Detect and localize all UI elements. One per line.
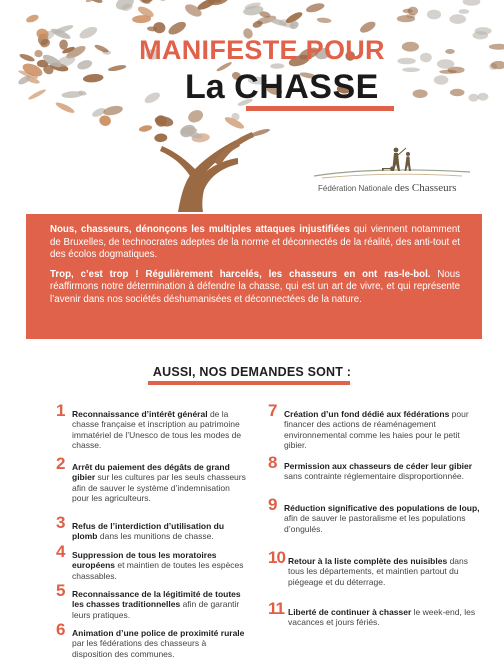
animal-silhouette — [138, 0, 151, 5]
intro-p2-text: Nous réaffirmons notre détermination à défendre la chasse, qui est un art de vivre, et qui représente l’avenir dans nos sociétés déshumanisées et déconnectées de la nature. — [50, 268, 460, 305]
demand-rest: pour financer des actions de réaménagement environnemental comme les haies pour le petit gibier. — [284, 409, 469, 451]
demand-rest: sur les cultures par les seuls chasseurs afin de sauver le système d’indemnisation pour les agriculteurs. — [72, 472, 246, 504]
animal-silhouette — [397, 15, 415, 22]
demand-item — [56, 620, 246, 659]
demand-number: 7 — [268, 401, 277, 420]
animal-silhouette — [143, 90, 162, 105]
animal-silhouette — [25, 13, 39, 24]
animal-silhouette — [186, 108, 205, 125]
animal-silhouette — [154, 133, 168, 142]
demand-item — [268, 548, 480, 587]
demands-title-underline — [148, 381, 350, 385]
demand-item — [56, 542, 246, 581]
demand-text — [268, 461, 480, 482]
title-la: La — [185, 68, 225, 106]
animal-silhouette — [445, 49, 455, 54]
demand-number: 9 — [268, 495, 277, 514]
demand-bold: Refus de l’interdiction d’utilisation du plomb — [72, 521, 225, 542]
demand-bold: Arrêt du paiement des dégâts de grand gibier — [72, 462, 230, 483]
animal-silhouette — [19, 52, 36, 63]
demand-bold: Reconnaissance d’intérêt général — [72, 409, 208, 419]
intro-paragraph-1 — [50, 224, 460, 262]
demand-number: 2 — [56, 454, 65, 473]
animal-silhouette — [27, 88, 46, 101]
animal-silhouette — [475, 27, 492, 35]
demand-bold: Retour à la liste complète des nuisibles — [288, 556, 448, 566]
animal-silhouette — [78, 25, 99, 41]
intro-paragraph-2 — [50, 269, 460, 307]
animal-silhouette — [154, 115, 174, 128]
demand-item — [56, 454, 246, 504]
header — [0, 0, 504, 212]
animal-silhouette — [434, 75, 449, 84]
animal-silhouette — [413, 89, 428, 98]
intro-p1-bold: Nous, chasseurs, dénonçons les multiples attaques injustifiées — [50, 224, 350, 235]
animal-silhouette — [437, 59, 454, 69]
demand-rest: dans les munitions de chasse. — [97, 531, 214, 542]
tree-branch — [160, 146, 196, 176]
demand-number: 8 — [268, 453, 277, 472]
animal-silhouette — [459, 9, 470, 14]
hunters-silhouette-icon — [312, 140, 472, 180]
demand-number: 3 — [56, 513, 65, 532]
intro-box — [26, 214, 482, 339]
demand-rest: afin de sauver le pastoralisme et les populations d’ongulés. — [284, 513, 466, 534]
demand-bold: Réduction significative des populations de loup, — [284, 503, 480, 513]
demand-number: 6 — [56, 620, 65, 639]
demand-item — [56, 401, 246, 451]
title-underline — [246, 106, 394, 111]
demand-number: 5 — [56, 581, 65, 600]
demand-rest: et maintien de toutes les espèces chassables. — [72, 560, 244, 581]
demand-text — [56, 462, 246, 504]
demand-rest: dans tous les départements, et maintien partout du piégeage et du déterrage. — [288, 556, 468, 587]
demand-rest: le week-end, les vacances et jours fériés. — [288, 607, 476, 628]
demand-item — [268, 453, 480, 482]
demand-bold: Permission aux chasseurs de céder leur gibier — [284, 461, 473, 471]
demand-text — [56, 550, 246, 581]
title-line-2 — [185, 68, 379, 107]
demand-rest: sans contrainte réglementaire disproportionnée. — [284, 471, 465, 482]
demand-number: 1 — [56, 401, 65, 420]
demand-item — [268, 599, 480, 628]
demand-item — [56, 581, 246, 620]
animal-silhouette — [402, 42, 419, 52]
animal-silhouette — [420, 53, 432, 62]
demand-bold: Suppression de tous les moratoires européens — [72, 550, 217, 571]
animal-silhouette — [463, 0, 481, 6]
demand-item — [268, 495, 480, 534]
animal-silhouette — [83, 73, 104, 83]
animal-silhouette — [98, 114, 112, 127]
animal-silhouette — [317, 17, 332, 24]
animal-silhouette — [449, 14, 466, 24]
demand-number: 4 — [56, 542, 65, 561]
animal-silhouette — [76, 58, 93, 71]
animal-silhouette — [153, 0, 167, 2]
demand-bold: Liberté de continuer à chasser — [288, 607, 412, 617]
demand-text — [56, 521, 246, 542]
animal-silhouette — [138, 124, 152, 132]
animal-silhouette — [477, 93, 488, 101]
demand-text — [56, 628, 246, 659]
animal-silhouette — [427, 10, 441, 20]
animal-silhouette — [59, 40, 68, 50]
animal-silhouette — [469, 94, 479, 102]
animal-silhouette — [305, 2, 325, 15]
animal-silhouette — [439, 70, 457, 74]
demand-bold: Création d’un fond dédié aux fédérations — [284, 409, 450, 419]
demand-text — [268, 607, 480, 628]
animal-silhouette — [94, 43, 110, 54]
title-chasse: CHASSE — [234, 68, 379, 106]
demand-text — [56, 409, 246, 451]
animal-silhouette — [34, 50, 43, 58]
demand-bold: Animation d’une police de proximité rurale — [72, 628, 245, 638]
demand-number: 10 — [268, 548, 285, 567]
animal-silhouette — [402, 68, 420, 73]
demand-text — [268, 409, 480, 451]
logo-prefix: Fédération Nationale — [318, 184, 393, 193]
demand-rest: de la chasse française et inscription au patrimoine immatériel de l’Unesco de tous les modes de chasse. — [72, 409, 242, 451]
intro-p2-bold: Trop, c’est trop ! Régulièrement harcelés, les chasseurs en ont ras-le-bol. — [50, 268, 431, 280]
animal-silhouette — [102, 104, 123, 117]
demand-rest: par les fédérations des chasseurs à disposition des communes. — [72, 638, 207, 659]
animal-silhouette — [408, 7, 418, 16]
fnc-logo — [312, 140, 472, 200]
animal-silhouette — [489, 44, 504, 50]
demand-rest: afin de garantir leurs pratiques. — [72, 599, 240, 620]
demand-item — [268, 401, 480, 451]
animal-silhouette — [358, 19, 377, 35]
title-line-1: MANIFESTE POUR — [139, 35, 385, 65]
demand-number: 11 — [268, 599, 284, 618]
logo-brand: des Chasseurs — [394, 182, 457, 194]
demand-bold: Reconnaissance de la légitimité de toutes les chasses traditionnelles — [72, 589, 241, 610]
animal-silhouette — [450, 89, 465, 96]
intro-p1-text: qui viennent notamment de Bruxelles, de technocrates adeptes de la norme et déconnectés de la réalité, des anti-tout et des écolos dogmatiques. — [50, 224, 460, 261]
demand-item — [56, 513, 246, 542]
demand-text — [268, 556, 480, 587]
demand-text — [56, 589, 246, 620]
animal-silhouette — [55, 101, 76, 115]
demand-text — [268, 503, 480, 534]
fnc-logo-text — [318, 182, 457, 194]
demands-title: AUSSI, NOS DEMANDES SONT : — [152, 365, 352, 379]
